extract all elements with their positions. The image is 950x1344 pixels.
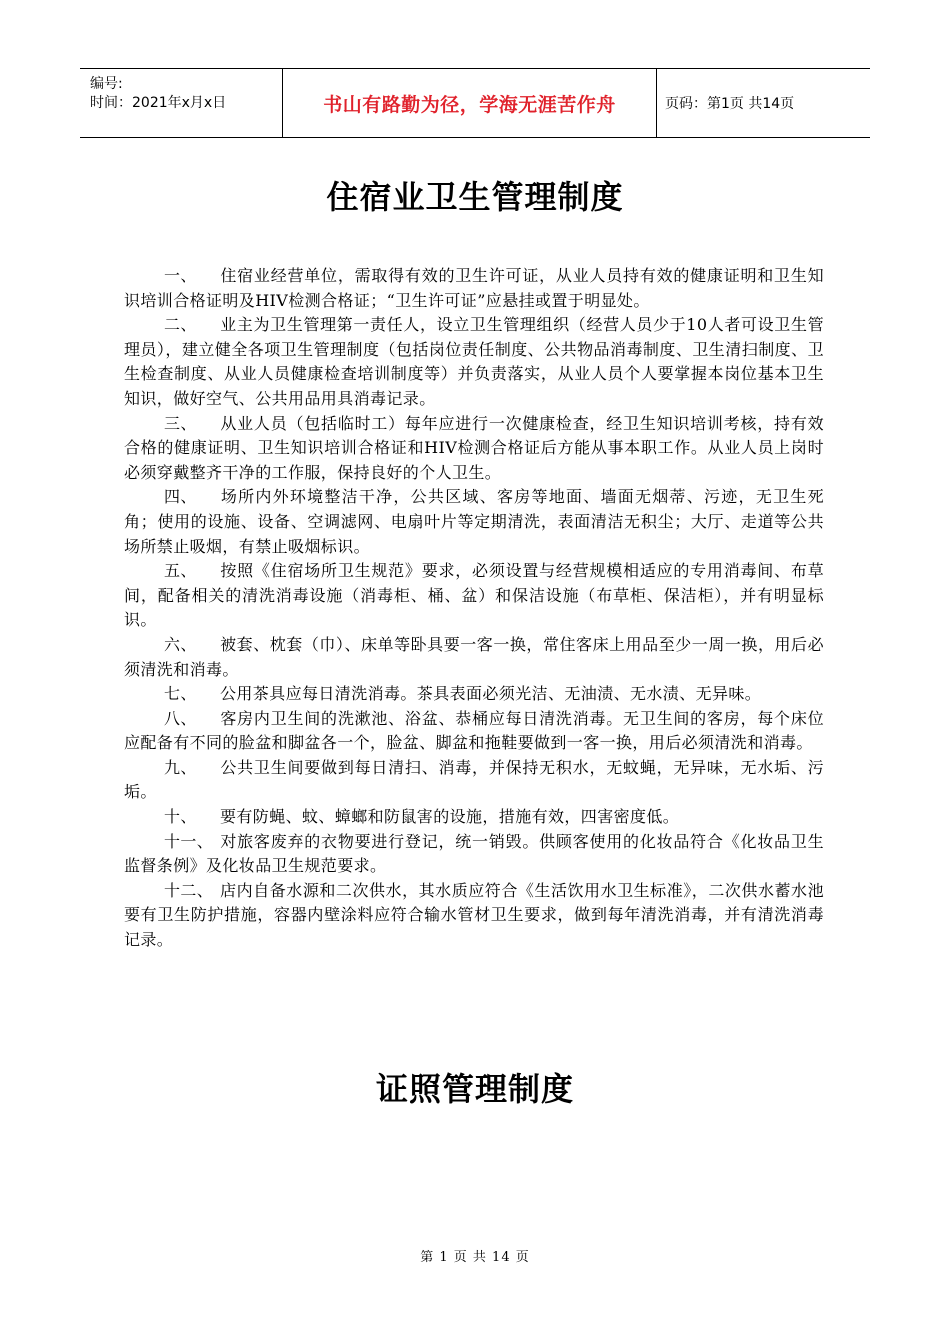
page-footer: 第 1 页 共 14 页 — [420, 1250, 530, 1265]
paragraph-number: 四、 — [164, 487, 197, 507]
document-time-label: 时间：2021年x月x日 — [90, 95, 227, 111]
paragraph — [124, 682, 824, 707]
paragraph — [124, 559, 824, 633]
header-motto: 书山有路勤为径，学海无涯苦作舟 — [282, 69, 657, 137]
paragraph-text: 从业人员（包括临时工）每年应进行一次健康检查，经卫生知识培训考核，持有效合格的健康证明、卫生知识培训合格证和HIV检测合格证后方能从事本职工作。从业人员上岗时必须穿戴整齐干净的工作服，保持良好的个人卫生。 — [124, 413, 824, 482]
paragraph — [124, 756, 824, 805]
paragraph — [124, 264, 824, 313]
paragraph — [124, 633, 824, 682]
paragraph — [124, 412, 824, 486]
header-meta — [80, 69, 282, 137]
paragraph-number: 五、 — [164, 561, 197, 581]
header-page-info: 页码：第1页 共14页 — [665, 96, 795, 112]
paragraph-text: 被套、枕套（巾）、床单等卧具要一客一换，常住客床上用品至少一周一换，用后必须清洗和消毒。 — [124, 634, 824, 679]
paragraph-text: 公共卫生间要做到每日清扫、消毒，并保持无积水，无蚊蝇，无异味，无水垢、污垢。 — [124, 757, 824, 802]
paragraph-text: 店内自备水源和二次供水，其水质应符合《生活饮用水卫生标准》，二次供水蓄水池要有卫生防护措施，容器内壁涂料应符合输水管材卫生要求，做到每年清洗消毒，并有清洗消毒记录。 — [124, 880, 824, 950]
paragraph-number: 六、 — [164, 634, 197, 654]
section-title: 证照管理制度 — [375, 1070, 574, 1108]
paragraph — [124, 805, 824, 830]
paragraph — [124, 313, 824, 411]
paragraph-number: 一、 — [164, 266, 197, 285]
paragraph-text: 按照《住宿场所卫生规范》要求，必须设置与经营规模相适应的专用消毒间、布草间，配备相关的清洗消毒设施（消毒柜、桶、盆）和保洁设施（布草柜、保洁柜），并有明显标识。 — [124, 561, 824, 630]
paragraph-text: 公用茶具应每日清洗消毒。茶具表面必须光洁、无油渍、无水渍、无异味。 — [220, 684, 762, 704]
paragraph-text: 场所内外环境整洁干净，公共区域、客房等地面、墙面无烟蒂、污迹，无卫生死角；使用的设施、设备、空调滤网、电扇叶片等定期清洗，表面清洁无积尘；大厅、走道等公共场所禁止吸烟，有禁止吸烟标识。 — [124, 487, 824, 556]
paragraph-number: 十二、 — [164, 880, 214, 900]
paragraph-number: 七、 — [164, 684, 197, 704]
document-title: 住宿业卫生管理制度 — [326, 178, 624, 216]
paragraph-text: 要有防蝇、蚊、蟑螂和防鼠害的设施，措施有效，四害密度低。 — [220, 807, 680, 827]
paragraph-number: 八、 — [164, 708, 197, 728]
paragraph — [124, 879, 824, 953]
paragraph-text: 对旅客废弃的衣物要进行登记，统一销毁。供顾客使用的化妆品符合《化妆品卫生监督条例》及化妆品卫生规范要求。 — [124, 831, 824, 876]
paragraph-number: 九、 — [164, 757, 197, 777]
paragraph-number: 十一、 — [164, 831, 214, 851]
paragraph-number: 三、 — [164, 413, 197, 433]
paragraph — [124, 830, 824, 879]
paragraph-number: 二、 — [164, 315, 197, 335]
paragraph — [124, 707, 824, 756]
document-header — [80, 68, 870, 138]
document-body — [124, 264, 824, 953]
paragraph-text: 业主为卫生管理第一责任人，设立卫生管理组织（经营人员少于10人者可设卫生管理员），建立健全各项卫生管理制度（包括岗位责任制度、公共物品消毒制度、卫生清扫制度、卫生检查制度、从业人员健康检查培训制度等）并负责落实，从业人员个人要掌握本岗位基本卫生知识，做好空气、公共用品用具消毒记录。 — [124, 315, 824, 408]
paragraph-text: 住宿业经营单位，需取得有效的卫生许可证，从业人员持有效的健康证明和卫生知识培训合格证明及HIV检测合格证；“卫生许可证”应悬挂或置于明显处。 — [124, 266, 824, 310]
paragraph-text: 客房内卫生间的洗漱池、浴盆、恭桶应每日清洗消毒。无卫生间的客房，每个床位应配备有不同的脸盆和脚盆各一个，脸盆、脚盆和拖鞋要做到一客一换，用后必须清洗和消毒。 — [124, 708, 824, 753]
paragraph — [124, 485, 824, 559]
paragraph-number: 十、 — [164, 807, 197, 827]
document-number-label: 编号: — [90, 76, 123, 92]
